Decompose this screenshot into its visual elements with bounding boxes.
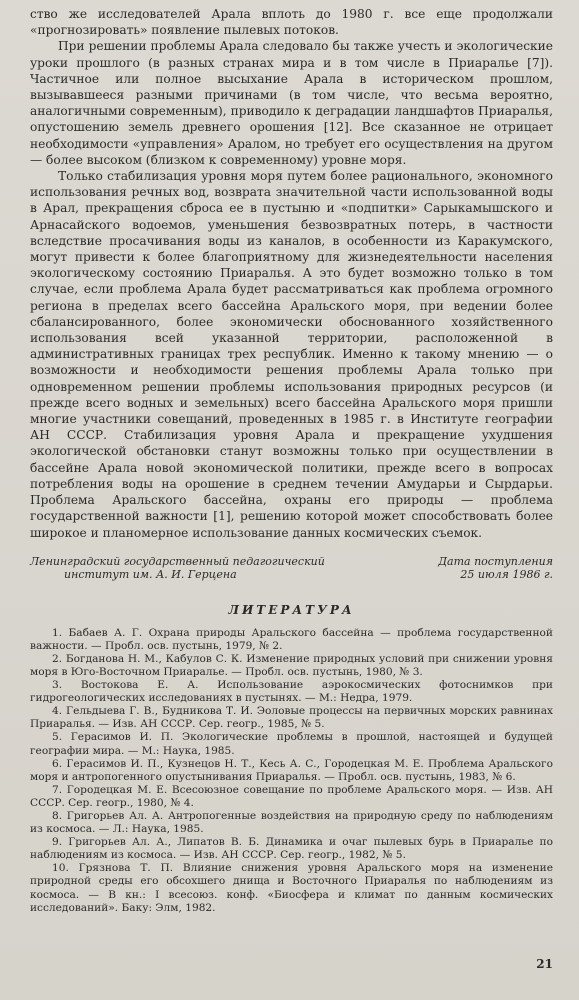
literature-title: ЛИТЕРАТУРА <box>228 602 355 617</box>
reference-item: 5. Герасимов И. П. Экологические проблемы в прошлой, настоящей и будущей географии мира. — М.: Наука, 1985. <box>30 731 553 757</box>
received-date <box>438 555 553 581</box>
received-value: 25 июля 1986 г. <box>460 567 553 581</box>
reference-item: 1. Бабаев А. Г. Охрана природы Аральского бассейна — проблема государственной важности. — Пробл. осв. пустынь, 1979, № 2. <box>30 626 553 652</box>
paragraph-1: ство же исследователей Арала вплоть до 1980 г. все еще продолжали «прогнозировать» появление пылевых потоков. <box>30 7 553 38</box>
reference-item: 10. Грязнова Т. П. Влияние снижения уровня Аральского моря на изменение природной среды его обсохшего днища и Восточного Приаралья по наблюдениям из космоса. — В кн.: I всесоюз. конф. «Биосфера и климат по данным космических исследований». Баку: Элм, 1982. <box>30 862 553 914</box>
reference-item: 2. Богданова Н. М., Кабулов С. К. Изменение природных условий при снижении уровня моря в Юго-Восточном Приаралье. — Пробл. осв. пустынь, 1980, № 3. <box>30 652 553 678</box>
reference-item: 6. Герасимов И. П., Кузнецов Н. Т., Кесь А. С., Городецкая М. Е. Проблема Аральского моря и антропогенного опустынивания Приаралья. — Пробл. осв. пустынь, 1983, № 6. <box>30 757 553 783</box>
reference-item: 7. Городецкая М. Е. Всесоюзное совещание по проблеме Аральского моря. — Изв. АН СССР. Сер. геогр., 1980, № 4. <box>30 783 553 809</box>
reference-list <box>30 627 553 915</box>
reference-item: 8. Григорьев Ал. А. Антропогенные воздействия на природную среду по наблюдениям из космоса. — Л.: Наука, 1985. <box>30 810 553 836</box>
institution <box>30 555 325 581</box>
affiliation-block <box>30 555 553 581</box>
received-label: Дата поступления <box>438 554 553 568</box>
article-body <box>30 6 553 541</box>
reference-item: 4. Гельдыева Г. В., Будникова Т. И. Эоловые процессы на первичных морских равнинах Приаралья. — Изв. АН СССР. Сер. геогр., 1985, № 5. <box>30 705 553 731</box>
institution-line-1: Ленинградский государственный педагогический <box>30 554 325 568</box>
paragraph-3: Только стабилизация уровня моря путем более рационального, экономного использования речных вод, возврата значительной части использованной воды в Арал, прекращения сброса ее в пустыню и «подпитки» Сарыкамышского и Арнасайского водоемов, уменьшения безвозвратных потерь, в частности вследствие просачивания воды из каналов, в особенности из Каракумского, могут привести к более благоприятному для жизнедеятельности населения экологическому состоянию Приаралья. А это будет возможно только в том случае, если проблема Арала будет рассматриваться как проблема огромного региона в пределах всего бассейна Аральского моря, при ведении более сбалансированного, более экономически обоснованного хозяйственного использования всей указанной территории, расположенной в административных границах трех республик. Именно к такому мнению — о возможности и необходимости решения проблемы Арала только при одновременном решении проблемы использования природных ресурсов (и прежде всего водных и земельных) всего бассейна Аральского моря пришли многие участники совещаний, проведенных в 1985 г. в Институте географии АН СССР. Стабилизация уровня Арала и прекращение ухудшения экологической обстановки станут возможны только при осуществлении в бассейне Арала новой экономической политики, прежде всего в вопросах потребления воды на орошение в среднем течении Амударьи и Сырдарьи. Проблема Аральского бассейна, охраны его природы — проблема государственной важности [1], решению которой может способствовать более широкое и планомерное использование данных космических съемок. <box>30 169 553 540</box>
paragraph-2: При решении проблемы Арала следовало бы также учесть и экологические уроки прошлого (в разных странах мира и в том числе в Приаралье [7]). Частичное или полное высыхание Арала в историческом прошлом, вызывавшееся разными причинами (в том числе, что весьма вероятно, аналогичными современным), приводило к деградации ландшафтов Приаралья, опустошению земель древнего орошения [12]. Все сказанное не отрицает необходимости «управления» Аралом, но требует его осуществления на другом — более высоком (близком к современному) уровне моря. <box>30 39 553 167</box>
page-number: 21 <box>536 957 553 971</box>
reference-item: 9. Григорьев Ал. А., Липатов В. Б. Динамика и очаг пылевых бурь в Приаралье по наблюдениям из космоса. — Изв. АН СССР. Сер. геогр., 1982, № 5. <box>30 836 553 862</box>
reference-item: 3. Востокова Е. А. Использование аэрокосмических фотоснимков при гидрогеологических исследованиях в пустынях. — М.: Недра, 1979. <box>30 679 553 705</box>
institution-line-2: институт им. А. И. Герцена <box>64 567 237 581</box>
